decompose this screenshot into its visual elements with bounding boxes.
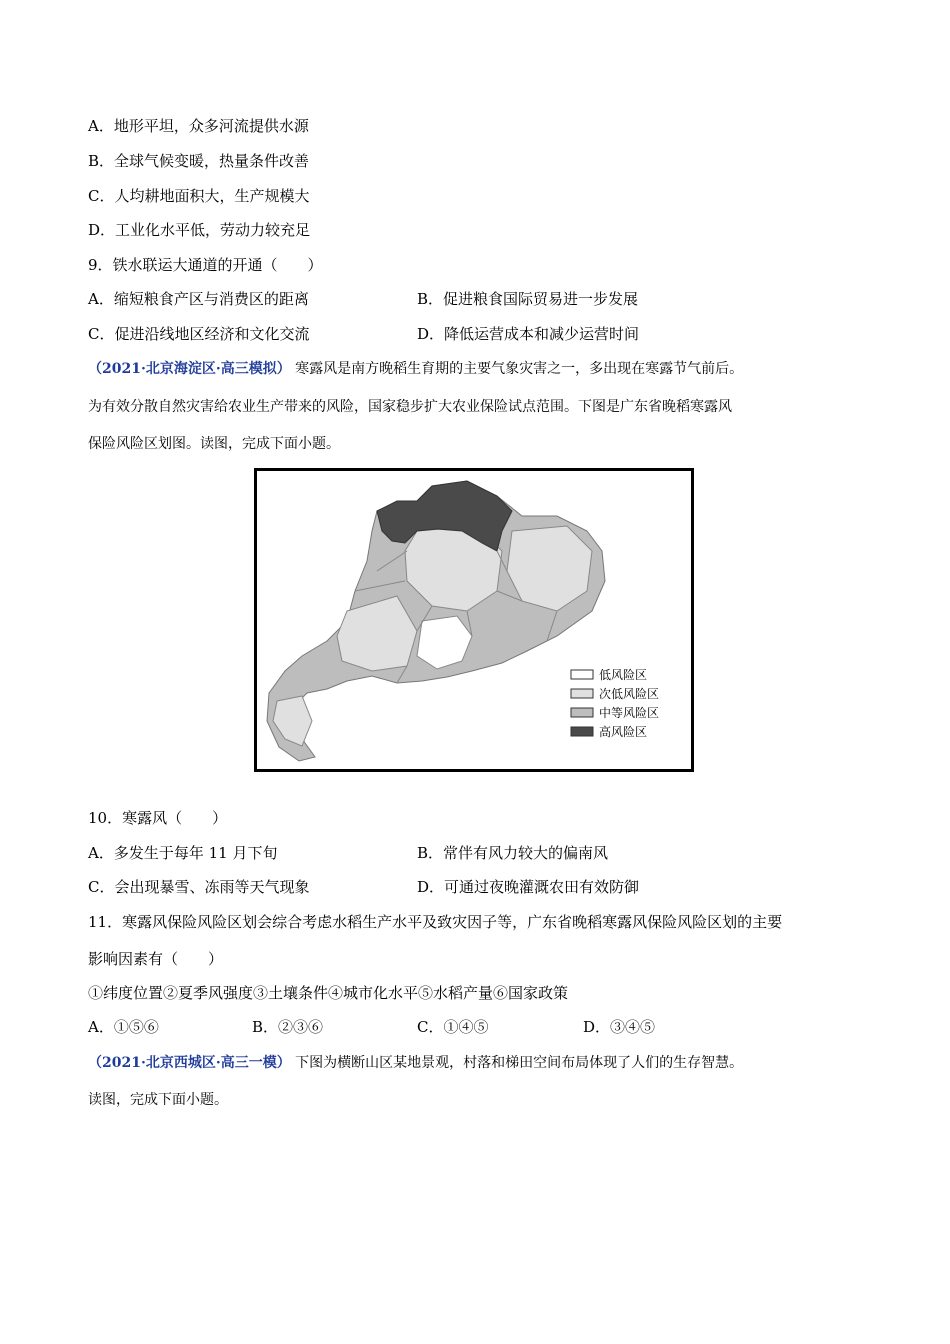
q10-option-d: D．可通过夜晚灌溉农田有效防御 <box>417 878 640 896</box>
q8-option-d: D．工业化水平低，劳动力较充足 <box>88 221 311 239</box>
legend-label-sub-low: 次低风险区 <box>599 687 660 701</box>
q10-option-b: B．常伴有风力较大的偏南风 <box>417 844 609 862</box>
passage1-source: （2021·北京海淀区·高三模拟） <box>88 361 291 377</box>
passage2-line2: 读图，完成下面小题。 <box>88 1092 228 1108</box>
q8-option-c: C．人均耕地面积大，生产规模大 <box>88 187 310 205</box>
q11-option-a: A．①⑤⑥ <box>88 1018 159 1036</box>
passage1-text1: 寒露风是南方晚稻生育期的主要气象灾害之一，多出现在寒露节气前后。 <box>295 361 744 377</box>
map-svg <box>257 471 691 769</box>
legend-swatch-sub-low <box>571 689 593 698</box>
legend-swatch-low <box>571 670 593 679</box>
q11-factors: ①纬度位置②夏季风强度③土壤条件④城市化水平⑤水稻产量⑥国家政策 <box>88 984 569 1002</box>
legend-swatch-medium <box>571 708 593 717</box>
passage1-line2: 为有效分散自然灾害给农业生产带来的风险，国家稳步扩大农业保险试点范围。下图是广东省晚稻寒露风 <box>88 399 732 415</box>
passage2-text1: 下图为横断山区某地景观，村落和梯田空间布局体现了人们的生存智慧。 <box>295 1055 744 1071</box>
q8-option-a: A．地形平坦，众多河流提供水源 <box>88 117 309 135</box>
legend-label-high: 高风险区 <box>599 725 648 739</box>
q9-option-b: B．促进粮食国际贸易进一步发展 <box>417 290 639 308</box>
legend-label-low: 低风险区 <box>599 668 648 682</box>
q9-option-a: A．缩短粮食产区与消费区的距离 <box>88 290 309 308</box>
q10-option-c: C．会出现暴雪、冻雨等天气现象 <box>88 878 310 896</box>
guangdong-risk-map <box>254 468 694 772</box>
q9-option-d: D．降低运营成本和减少运营时间 <box>417 325 640 343</box>
q10-option-a: A．多发生于每年 11 月下旬 <box>88 844 278 862</box>
passage1-line1 <box>88 359 743 379</box>
map-legend <box>571 668 659 739</box>
passage2-source: （2021·北京西城区·高三一模） <box>88 1055 291 1071</box>
legend-label-medium: 中等风险区 <box>599 706 660 720</box>
q9-option-c: C．促进沿线地区经济和文化交流 <box>88 325 310 343</box>
q10-stem: 10．寒露风（ ） <box>88 809 228 827</box>
q11-stem-line1: 11．寒露风保险风险区划会综合考虑水稻生产水平及致灾因子等，广东省晚稻寒露风保险风险区划的主要 <box>88 913 783 931</box>
q9-stem: 9．铁水联运大通道的开通（ ） <box>88 256 323 274</box>
q11-option-c: C．①④⑤ <box>417 1018 489 1036</box>
passage2-line1 <box>88 1053 743 1073</box>
q11-option-d: D．③④⑤ <box>583 1018 656 1036</box>
q8-option-b: B．全球气候变暖，热量条件改善 <box>88 152 310 170</box>
legend-swatch-high <box>571 727 593 736</box>
q11-stem-line2: 影响因素有（ ） <box>88 950 224 968</box>
passage1-line3: 保险风险区划图。读图，完成下面小题。 <box>88 436 340 452</box>
q11-option-b: B．②③⑥ <box>252 1018 324 1036</box>
